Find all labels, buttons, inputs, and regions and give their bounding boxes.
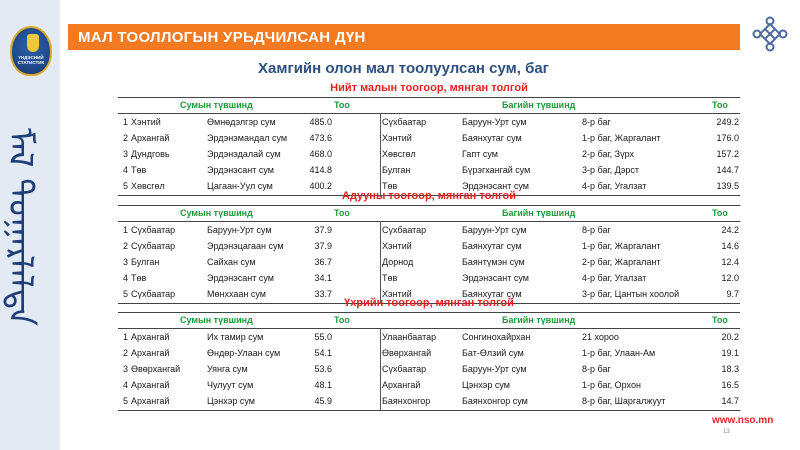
column-header-bag-level: Багийн түвшинд [502,208,576,218]
table-row [118,378,740,394]
section-rule-header [118,221,740,222]
page-title: МАЛ ТООЛЛОГЫН УРЬДЧИЛСАН ДҮН [78,29,366,46]
table-row [118,115,740,131]
sum-value: 36.7 [314,257,332,267]
sum-name: Сайхан сум [207,257,256,267]
bag-sum-name: Гапт сум [462,149,498,159]
logo-text: ҮНДЭСНИЙ СТАТИСТИК [17,55,45,65]
bag-aimag-name: Архангай [382,380,421,390]
section-rule-header [118,328,740,329]
section-rule-bottom [118,410,740,411]
row-number: 1 [123,225,129,235]
sum-name: Өмнөдэлгэр сум [207,117,276,127]
row-number: 4 [123,380,129,390]
section-rule-top [118,205,740,206]
sum-value: 54.1 [314,348,332,358]
sum-name: Эрдэнэсант сум [207,165,274,175]
website-link[interactable]: www.nso.mn [712,415,774,426]
table-row [118,362,740,378]
section-title: Үхрийн тоогоор, мянган толгой [344,297,514,309]
bag-aimag-name: Сүхбаатар [382,225,427,235]
sum-name: Эрдэнэдалай сум [207,149,281,159]
endless-knot-icon [752,16,788,52]
aimag-name: Сүхбаатар [131,241,176,251]
table-row [118,271,740,287]
aimag-name: Төв [131,273,147,283]
aimag-name: Өвөрхангай [131,364,181,374]
bag-value: 9.7 [726,289,739,299]
sum-name: Өндөр-Улаан сум [207,348,281,358]
row-number: 3 [123,257,129,267]
bag-name: 1-р баг, Орхон [582,380,641,390]
bag-sum-name: Бат-Өлзий сум [462,348,524,358]
bag-sum-name: Эрдэнэсант сум [462,181,529,191]
table-row [118,394,740,410]
aimag-name: Архангай [131,133,170,143]
column-header-bag-level: Багийн түвшинд [502,100,576,110]
bag-name: 4-р баг, Угалзат [582,273,647,283]
bag-aimag-name: Хэнтий [382,241,412,251]
header-bar [68,24,740,50]
bag-aimag-name: Өвөрхангай [382,348,432,358]
row-number: 1 [123,117,129,127]
bag-value: 24.2 [721,225,739,235]
table-row [118,255,740,271]
column-header-bag-value: Тоо [712,208,728,218]
column-header-sum-level: Сумын түвшинд [180,100,253,110]
bag-value: 19.1 [721,348,739,358]
row-number: 2 [123,348,129,358]
bag-name: 8-р баг, Шаргалжуут [582,396,666,406]
table-row [118,131,740,147]
bag-aimag-name: Дорнод [382,257,414,267]
row-number: 3 [123,149,129,159]
bag-sum-name: Баруун-Урт сум [462,225,527,235]
column-header-bag-value: Тоо [712,100,728,110]
table-row [118,163,740,179]
bag-name: 3-р баг, Цантын хоолой [582,289,680,299]
aimag-name: Архангай [131,332,170,342]
left-decor-strip [0,0,60,450]
column-divider [380,221,381,303]
row-number: 4 [123,165,129,175]
bag-value: 18.3 [721,364,739,374]
sum-name: Эрдэнэмандал сум [207,133,288,143]
bag-aimag-name: Хөвсгөл [382,149,416,159]
bag-name: 21 хороо [582,332,619,342]
bag-sum-name: Бүрэгхангай сум [462,165,531,175]
aimag-name: Сүхбаатар [131,289,176,299]
bag-sum-name: Эрдэнэсант сум [462,273,529,283]
bag-sum-name: Баянтүмэн сум [462,257,525,267]
bag-value: 176.0 [716,133,739,143]
sum-name: Мөнххаан сум [207,289,266,299]
sum-value: 400.2 [309,181,332,191]
bag-aimag-name: Сүхбаатар [382,364,427,374]
page-number: 13 [723,429,730,435]
aimag-name: Дундговь [131,149,170,159]
section-title: Адууны тоогоор, мянган толгой [342,190,516,202]
row-number: 1 [123,332,129,342]
bag-value: 14.6 [721,241,739,251]
table-row [118,223,740,239]
bag-aimag-name: Хэнтий [382,289,412,299]
bag-name: 2-р баг, Жаргалант [582,257,661,267]
sum-name: Эрдэнэсант сум [207,273,274,283]
bag-aimag-name: Төв [382,181,398,191]
bag-aimag-name: Булган [382,165,411,175]
bag-sum-name: Баянхонгор сум [462,396,528,406]
sum-name: Эрдэнэцагаан сум [207,241,284,251]
bag-value: 157.2 [716,149,739,159]
bag-aimag-name: Төв [382,273,398,283]
column-header-value: Тоо [334,100,350,110]
aimag-name: Хэнтий [131,117,161,127]
bag-value: 14.7 [721,396,739,406]
bag-aimag-name: Баянхонгор [382,396,431,406]
bag-name: 1-р баг, Жаргалант [582,241,661,251]
bag-name: 8-р баг [582,225,611,235]
aimag-name: Архангай [131,348,170,358]
bag-value: 12.0 [721,273,739,283]
sum-value: 468.0 [309,149,332,159]
row-number: 4 [123,273,129,283]
sum-value: 55.0 [314,332,332,342]
sum-name: Цагаан-Уул сум [207,181,273,191]
sum-value: 414.8 [309,165,332,175]
sum-value: 34.1 [314,273,332,283]
column-divider [380,328,381,410]
section-rule-top [118,312,740,313]
aimag-name: Сүхбаатар [131,225,176,235]
bag-aimag-name: Сүхбаатар [382,117,427,127]
bag-value: 12.4 [721,257,739,267]
row-number: 2 [123,241,129,251]
section-title: Нийт малын тоогоор, мянган толгой [330,82,528,94]
nso-logo [10,26,52,76]
sum-value: 37.9 [314,225,332,235]
aimag-name: Хөвсгөл [131,181,165,191]
sum-name: Цэнхэр сум [207,396,255,406]
column-header-sum-level: Сумын түвшинд [180,315,253,325]
subtitle: Хамгийн олон мал тоолуулсан сум, баг [258,60,549,77]
bag-sum-name: Сонгинохайрхан [462,332,531,342]
table-row [118,147,740,163]
sum-value: 45.9 [314,396,332,406]
bag-name: 4-р баг, Угалзат [582,181,647,191]
bag-value: 20.2 [721,332,739,342]
bag-name: 8-р баг [582,117,611,127]
sum-name: Их тамир сум [207,332,264,342]
bag-value: 144.7 [716,165,739,175]
column-header-value: Тоо [334,208,350,218]
bag-value: 139.5 [716,181,739,191]
table-row [118,330,740,346]
aimag-name: Булган [131,257,160,267]
mongolian-script-label: ᠮᠠᠯ ᠳᠤᠭᠠᠷᠯᠠᠯᠲᠠ [0,127,41,327]
aimag-name: Төв [131,165,147,175]
bag-value: 16.5 [721,380,739,390]
row-number: 5 [123,289,129,299]
bag-sum-name: Баруун-Урт сум [462,117,527,127]
bag-name: 3-р баг, Дэрст [582,165,639,175]
mongolian-script-text [0,92,52,362]
column-header-sum-level: Сумын түвшинд [180,208,253,218]
sum-name: Баруун-Урт сум [207,225,272,235]
bag-sum-name: Баруун-Урт сум [462,364,527,374]
column-header-value: Тоо [334,315,350,325]
bag-aimag-name: Улаанбаатар [382,332,437,342]
bag-aimag-name: Хэнтий [382,133,412,143]
sum-value: 53.6 [314,364,332,374]
sum-value: 473.6 [309,133,332,143]
row-number: 3 [123,364,129,374]
bag-sum-name: Цэнхэр сум [462,380,510,390]
column-header-bag-value: Тоо [712,315,728,325]
soyombo-emblem-icon [27,34,39,52]
table-row [118,346,740,362]
bag-name: 1-р баг, Жаргалант [582,133,661,143]
sum-value: 485.0 [309,117,332,127]
bag-value: 249.2 [716,117,739,127]
sum-name: Чулуут сум [207,380,254,390]
bag-name: 8-р баг [582,364,611,374]
table-row [118,239,740,255]
aimag-name: Архангай [131,380,170,390]
row-number: 2 [123,133,129,143]
sum-name: Уянга сум [207,364,248,374]
section-rule-header [118,113,740,114]
bag-name: 2-р баг, Зүрх [582,149,634,159]
sum-value: 48.1 [314,380,332,390]
column-header-bag-level: Багийн түвшинд [502,315,576,325]
bag-name: 1-р баг, Улаан-Ам [582,348,656,358]
sum-value: 33.7 [314,289,332,299]
section-rule-top [118,97,740,98]
bag-sum-name: Баянхутаг сум [462,241,522,251]
aimag-name: Архангай [131,396,170,406]
bag-sum-name: Баянхутаг сум [462,133,522,143]
row-number: 5 [123,396,129,406]
bag-sum-name: Баянхутаг сум [462,289,522,299]
column-divider [380,113,381,195]
row-number: 5 [123,181,129,191]
sum-value: 37.9 [314,241,332,251]
